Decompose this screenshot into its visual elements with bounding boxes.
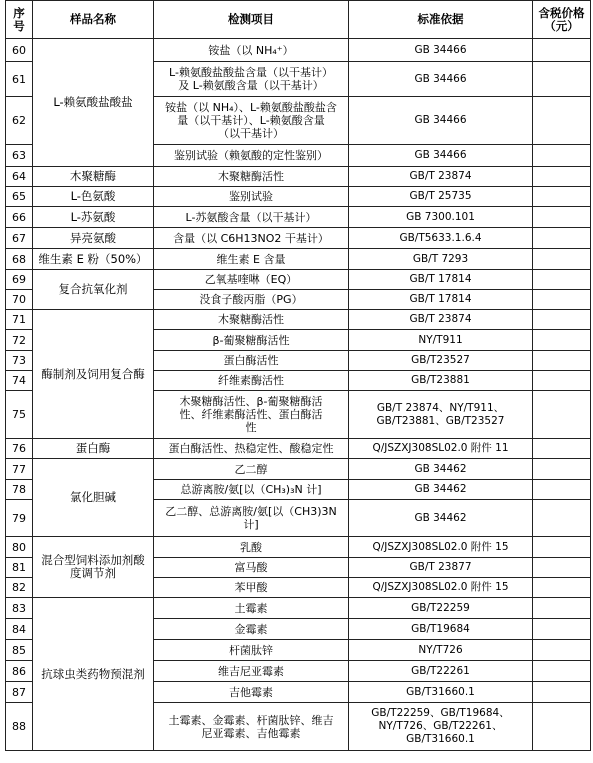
test-item: L-苏氨酸含量（以干基计） <box>154 207 349 228</box>
test-items-table <box>5 0 591 751</box>
price-cell <box>533 62 591 97</box>
row-no: 83 <box>6 598 33 619</box>
row-no: 74 <box>6 371 33 391</box>
test-item: 鉴别试验 <box>154 187 349 207</box>
row-no: 68 <box>6 249 33 270</box>
table-row <box>6 537 591 558</box>
price-cell <box>533 39 591 62</box>
standard: GB/T19684 <box>349 619 533 640</box>
sample-name: 复合抗氧化剂 <box>33 270 154 310</box>
row-no: 81 <box>6 558 33 578</box>
sample-name: L-苏氨酸 <box>33 207 154 228</box>
header-standard: 标准依据 <box>349 1 533 39</box>
price-cell <box>533 187 591 207</box>
test-item: 铵盐（以 NH₄⁺） <box>154 39 349 62</box>
row-no: 75 <box>6 391 33 439</box>
sample-name: 维生素 E 粉（50%） <box>33 249 154 270</box>
price-cell <box>533 439 591 459</box>
price-cell <box>533 500 591 537</box>
row-no: 70 <box>6 290 33 310</box>
row-no: 77 <box>6 459 33 480</box>
standard: GB/T 23874 <box>349 310 533 330</box>
price-cell <box>533 598 591 619</box>
table-header-row <box>6 1 591 39</box>
table-row <box>6 39 591 62</box>
row-no: 72 <box>6 330 33 351</box>
row-no: 86 <box>6 661 33 682</box>
standard: GB/T 25735 <box>349 187 533 207</box>
sample-name: L-色氨酸 <box>33 187 154 207</box>
row-no: 67 <box>6 228 33 249</box>
standard: GB/T5633.1.6.4 <box>349 228 533 249</box>
standard: GB/T 17814 <box>349 270 533 290</box>
test-item: 维生素 E 含量 <box>154 249 349 270</box>
sample-name: 蛋白酶 <box>33 439 154 459</box>
standard: GB/T22259、GB/T19684、 NY/T726、GB/T22261、 GB/T31660.1 <box>349 703 533 751</box>
test-item: 苯甲酸 <box>154 578 349 598</box>
price-cell <box>533 558 591 578</box>
price-cell <box>533 391 591 439</box>
row-no: 82 <box>6 578 33 598</box>
table-row <box>6 598 591 619</box>
standard: GB 34462 <box>349 500 533 537</box>
row-no: 66 <box>6 207 33 228</box>
table-row <box>6 310 591 330</box>
standard: GB 34466 <box>349 145 533 167</box>
price-cell <box>533 97 591 145</box>
standard: GB 34466 <box>349 39 533 62</box>
price-cell <box>533 249 591 270</box>
test-item: 蛋白酶活性 <box>154 351 349 371</box>
standard: GB/T22261 <box>349 661 533 682</box>
header-sample-name: 样品名称 <box>33 1 154 39</box>
table-row <box>6 167 591 187</box>
price-cell <box>533 480 591 500</box>
standard: GB/T 23874、NY/T911、 GB/T23881、GB/T23527 <box>349 391 533 439</box>
test-item: β-葡聚糖酶活性 <box>154 330 349 351</box>
row-no: 73 <box>6 351 33 371</box>
test-item: 总游离胺/氨[以（CH₃)₃N 计] <box>154 480 349 500</box>
test-item: 乙氧基喹啉（EQ） <box>154 270 349 290</box>
price-cell <box>533 290 591 310</box>
standard: GB 7300.101 <box>349 207 533 228</box>
header-test-item: 检测项目 <box>154 1 349 39</box>
test-item: 木聚糖酶活性、β-葡聚糖酶活 性、纤维素酶活性、蛋白酶活 性 <box>154 391 349 439</box>
table-row <box>6 207 591 228</box>
price-cell <box>533 703 591 751</box>
test-item: L-赖氨酸盐酸盐含量（以干基计） 及 L-赖氨酸含量（以干基计） <box>154 62 349 97</box>
row-no: 84 <box>6 619 33 640</box>
row-no: 85 <box>6 640 33 661</box>
sample-name: 混合型饲料添加剂酸 度调节剂 <box>33 537 154 598</box>
test-item: 铵盐（以 NH₄）、L-赖氨酸盐酸盐含 量（以干基计）、L-赖氨酸含量 （以干基计） <box>154 97 349 145</box>
test-item: 蛋白酶活性、热稳定性、酸稳定性 <box>154 439 349 459</box>
standard: GB 34462 <box>349 480 533 500</box>
test-item: 木聚糖酶活性 <box>154 310 349 330</box>
table-row <box>6 270 591 290</box>
row-no: 87 <box>6 682 33 703</box>
standard: GB 34466 <box>349 97 533 145</box>
price-cell <box>533 351 591 371</box>
price-cell <box>533 459 591 480</box>
row-no: 61 <box>6 62 33 97</box>
sample-name: L-赖氨酸盐酸盐 <box>33 39 154 167</box>
sample-name: 抗球虫类药物预混剂 <box>33 598 154 751</box>
standard: Q/JSZXJ308SL02.0 附件 11 <box>349 439 533 459</box>
price-cell <box>533 145 591 167</box>
row-no: 80 <box>6 537 33 558</box>
price-cell <box>533 578 591 598</box>
price-cell <box>533 682 591 703</box>
row-no: 78 <box>6 480 33 500</box>
test-item: 土霉素 <box>154 598 349 619</box>
price-cell <box>533 537 591 558</box>
row-no: 79 <box>6 500 33 537</box>
test-item: 纤维素酶活性 <box>154 371 349 391</box>
standard: NY/T911 <box>349 330 533 351</box>
row-no: 63 <box>6 145 33 167</box>
row-no: 65 <box>6 187 33 207</box>
price-cell <box>533 270 591 290</box>
table-row <box>6 228 591 249</box>
row-no: 64 <box>6 167 33 187</box>
price-cell <box>533 167 591 187</box>
test-item: 金霉素 <box>154 619 349 640</box>
row-no: 88 <box>6 703 33 751</box>
standard: GB/T22259 <box>349 598 533 619</box>
price-cell <box>533 371 591 391</box>
sample-name: 木聚糖酶 <box>33 167 154 187</box>
table-row <box>6 187 591 207</box>
standard: Q/JSZXJ308SL02.0 附件 15 <box>349 578 533 598</box>
test-item: 吉他霉素 <box>154 682 349 703</box>
test-item: 木聚糖酶活性 <box>154 167 349 187</box>
row-no: 69 <box>6 270 33 290</box>
standard: Q/JSZXJ308SL02.0 附件 15 <box>349 537 533 558</box>
test-item: 鉴别试验（赖氨酸的定性鉴别） <box>154 145 349 167</box>
price-cell <box>533 207 591 228</box>
standard: NY/T726 <box>349 640 533 661</box>
standard: GB 34466 <box>349 62 533 97</box>
sample-name: 氯化胆碱 <box>33 459 154 537</box>
standard: GB/T 17814 <box>349 290 533 310</box>
row-no: 76 <box>6 439 33 459</box>
sample-name: 酶制剂及饲用复合酶 <box>33 310 154 439</box>
standard: GB/T23527 <box>349 351 533 371</box>
row-no: 71 <box>6 310 33 330</box>
standard: GB/T31660.1 <box>349 682 533 703</box>
test-item: 杆菌肽锌 <box>154 640 349 661</box>
header-price: 含税价格 （元） <box>533 1 591 39</box>
standard: GB/T 7293 <box>349 249 533 270</box>
row-no: 60 <box>6 39 33 62</box>
table-row <box>6 249 591 270</box>
sample-name: 异亮氨酸 <box>33 228 154 249</box>
table-row <box>6 459 591 480</box>
header-no: 序 号 <box>6 1 33 39</box>
price-cell <box>533 310 591 330</box>
test-item: 乳酸 <box>154 537 349 558</box>
test-item: 没食子酸丙脂（PG） <box>154 290 349 310</box>
test-item: 土霉素、金霉素、杆菌肽锌、维吉 尼亚霉素、吉他霉素 <box>154 703 349 751</box>
row-no: 62 <box>6 97 33 145</box>
price-cell <box>533 228 591 249</box>
test-item: 乙二醇、总游离胺/氨[以（CH3)3N 计] <box>154 500 349 537</box>
standard: GB 34462 <box>349 459 533 480</box>
test-item: 富马酸 <box>154 558 349 578</box>
price-cell <box>533 330 591 351</box>
standard: GB/T23881 <box>349 371 533 391</box>
test-item: 含量（以 C6H13NO2 干基计） <box>154 228 349 249</box>
table-row <box>6 439 591 459</box>
test-item: 乙二醇 <box>154 459 349 480</box>
standard: GB/T 23877 <box>349 558 533 578</box>
price-cell <box>533 661 591 682</box>
test-item: 维吉尼亚霉素 <box>154 661 349 682</box>
price-cell <box>533 640 591 661</box>
standard: GB/T 23874 <box>349 167 533 187</box>
price-cell <box>533 619 591 640</box>
